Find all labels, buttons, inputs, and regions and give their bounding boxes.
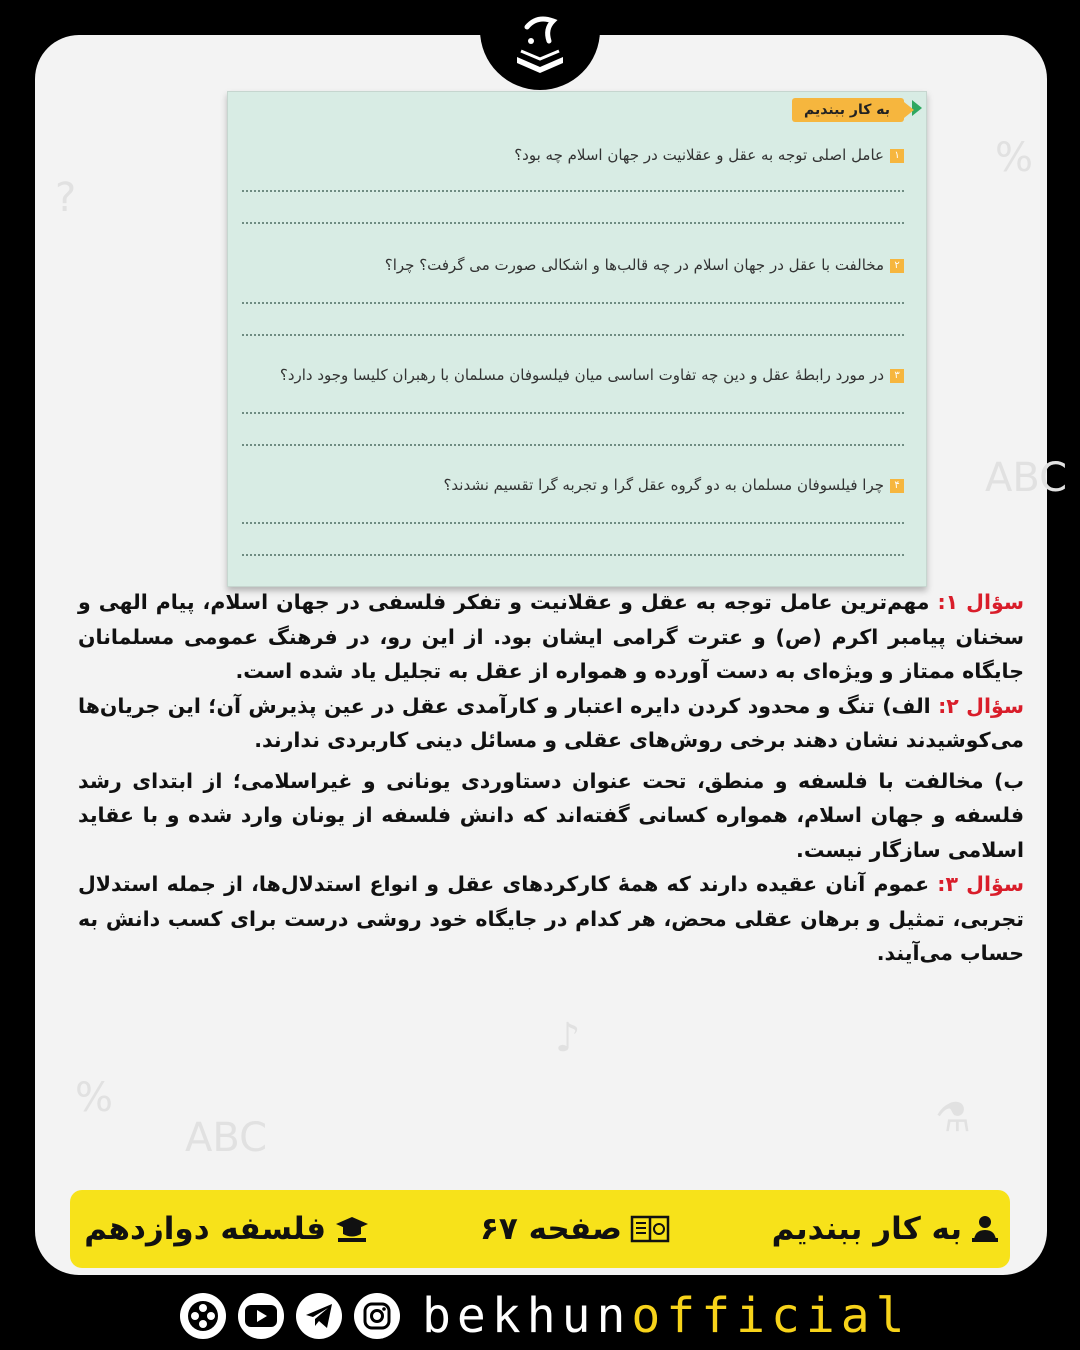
answer-2-label: سؤال ۲: <box>938 693 1024 718</box>
deco-percent-icon: % <box>995 135 1034 181</box>
bekhun-logo-icon <box>497 7 583 83</box>
instagram-icon[interactable] <box>354 1293 400 1339</box>
worksheet-title-badge: به کار ببندیم <box>792 98 904 122</box>
answer-3: سؤال ۳: عموم آنان عقیده دارند که همهٔ کارکردهای عقل و انواع استدلال‌ها، از جمله استدلال تجربی، تمثیل و برهان عقلی محض، هر کدام در جایگاه خود روشی درست برای کسب دانش به حساب می‌آیند. <box>78 872 1025 965</box>
deco-abc-icon: ABC <box>985 455 1068 501</box>
footer-subject: فلسفه دوازدهم <box>84 1190 370 1268</box>
film-reel-icon[interactable] <box>180 1293 226 1339</box>
footer-banner <box>70 1190 1010 1268</box>
deco-music-icon: ♪ <box>555 1015 581 1061</box>
answer-2: سؤال ۲: الف) تنگ و محدود کردن دایره اعتبار و کارآمدی عقل در عین پذیرش آن؛ این جریان‌ها می‌کوشیدند نشان دهند برخی روش‌های عقلی و مسائل دینی کاربردی ندارند. <box>78 693 1024 752</box>
answers-text-block <box>78 585 1024 971</box>
youtube-icon[interactable] <box>238 1293 284 1339</box>
telegram-icon[interactable] <box>296 1293 342 1339</box>
deco-question-icon: ? <box>55 175 77 221</box>
answer-2b: ب) مخالفت با فلسفه و منطق، تحت عنوان دستاوردی یونانی و غیراسلامی؛ از ابتدای رشد فلسفه و جهان اسلام، همواره کسانی گفته‌اند که دانش فلسفه از یونان وارد شده و با عقاید اسلامی سازگار نیست. <box>78 768 1024 862</box>
deco-abc-icon-2: ABC <box>185 1115 268 1161</box>
answer-line <box>242 412 904 414</box>
teacher-icon <box>970 1214 1000 1244</box>
answer-1: سؤال ۱: مهم‌ترین عامل توجه به عقل و عقلانیت و تفکر فلسفی در جهان اسلام، پیام الهی و سخنان پیامبر اکرم (ص) و عترت گرامی ایشان بود. از این رو، در فرهنگ عمومی مسلمانان جایگاه ممتاز و ویژه‌ای به دست آورده و همواره از عقل به تجلیل یاد شده است. <box>78 590 1024 683</box>
answer-line <box>242 522 904 524</box>
book-icon <box>630 1213 670 1245</box>
footer-section-label: به کار ببندیم <box>772 1190 1000 1268</box>
answer-3-label: سؤال ۳: <box>937 872 1025 896</box>
worksheet-question-3: ۳در مورد رابطهٔ عقل و دین چه تفاوت اساسی میان فیلسوفان مسلمان با رهبران کلیسا وجود دارد؟ <box>280 366 904 384</box>
brand-handle[interactable]: bekhunofficial <box>422 1288 911 1344</box>
social-bar <box>180 1290 911 1342</box>
answer-line <box>242 190 904 192</box>
answer-line <box>242 302 904 304</box>
deco-percent-icon-2: % <box>75 1075 114 1121</box>
answer-line <box>242 444 904 446</box>
answer-line <box>242 334 904 336</box>
graduation-cap-icon <box>334 1214 370 1244</box>
answer-line <box>242 222 904 224</box>
deco-flask-icon: ⚗ <box>935 1095 971 1141</box>
answer-line <box>242 554 904 556</box>
worksheet-question-4: ۴چرا فیلسوفان مسلمان به دو گروه عقل گرا و تجربه گرا تقسیم نشدند؟ <box>443 476 904 494</box>
bekhun-logo <box>496 6 584 84</box>
worksheet-question-2: ۲مخالفت با عقل در جهان اسلام در چه قالب‌ها و اشکالی صورت می گرفت؟ چرا؟ <box>385 256 904 274</box>
textbook-worksheet-image <box>227 91 927 587</box>
answer-1-label: سؤال ۱: <box>937 590 1024 614</box>
footer-page-number: صفحه ۶۷ <box>480 1190 670 1268</box>
worksheet-question-1: ۱عامل اصلی توجه به عقل و عقلانیت در جهان اسلام چه بود؟ <box>514 146 904 164</box>
